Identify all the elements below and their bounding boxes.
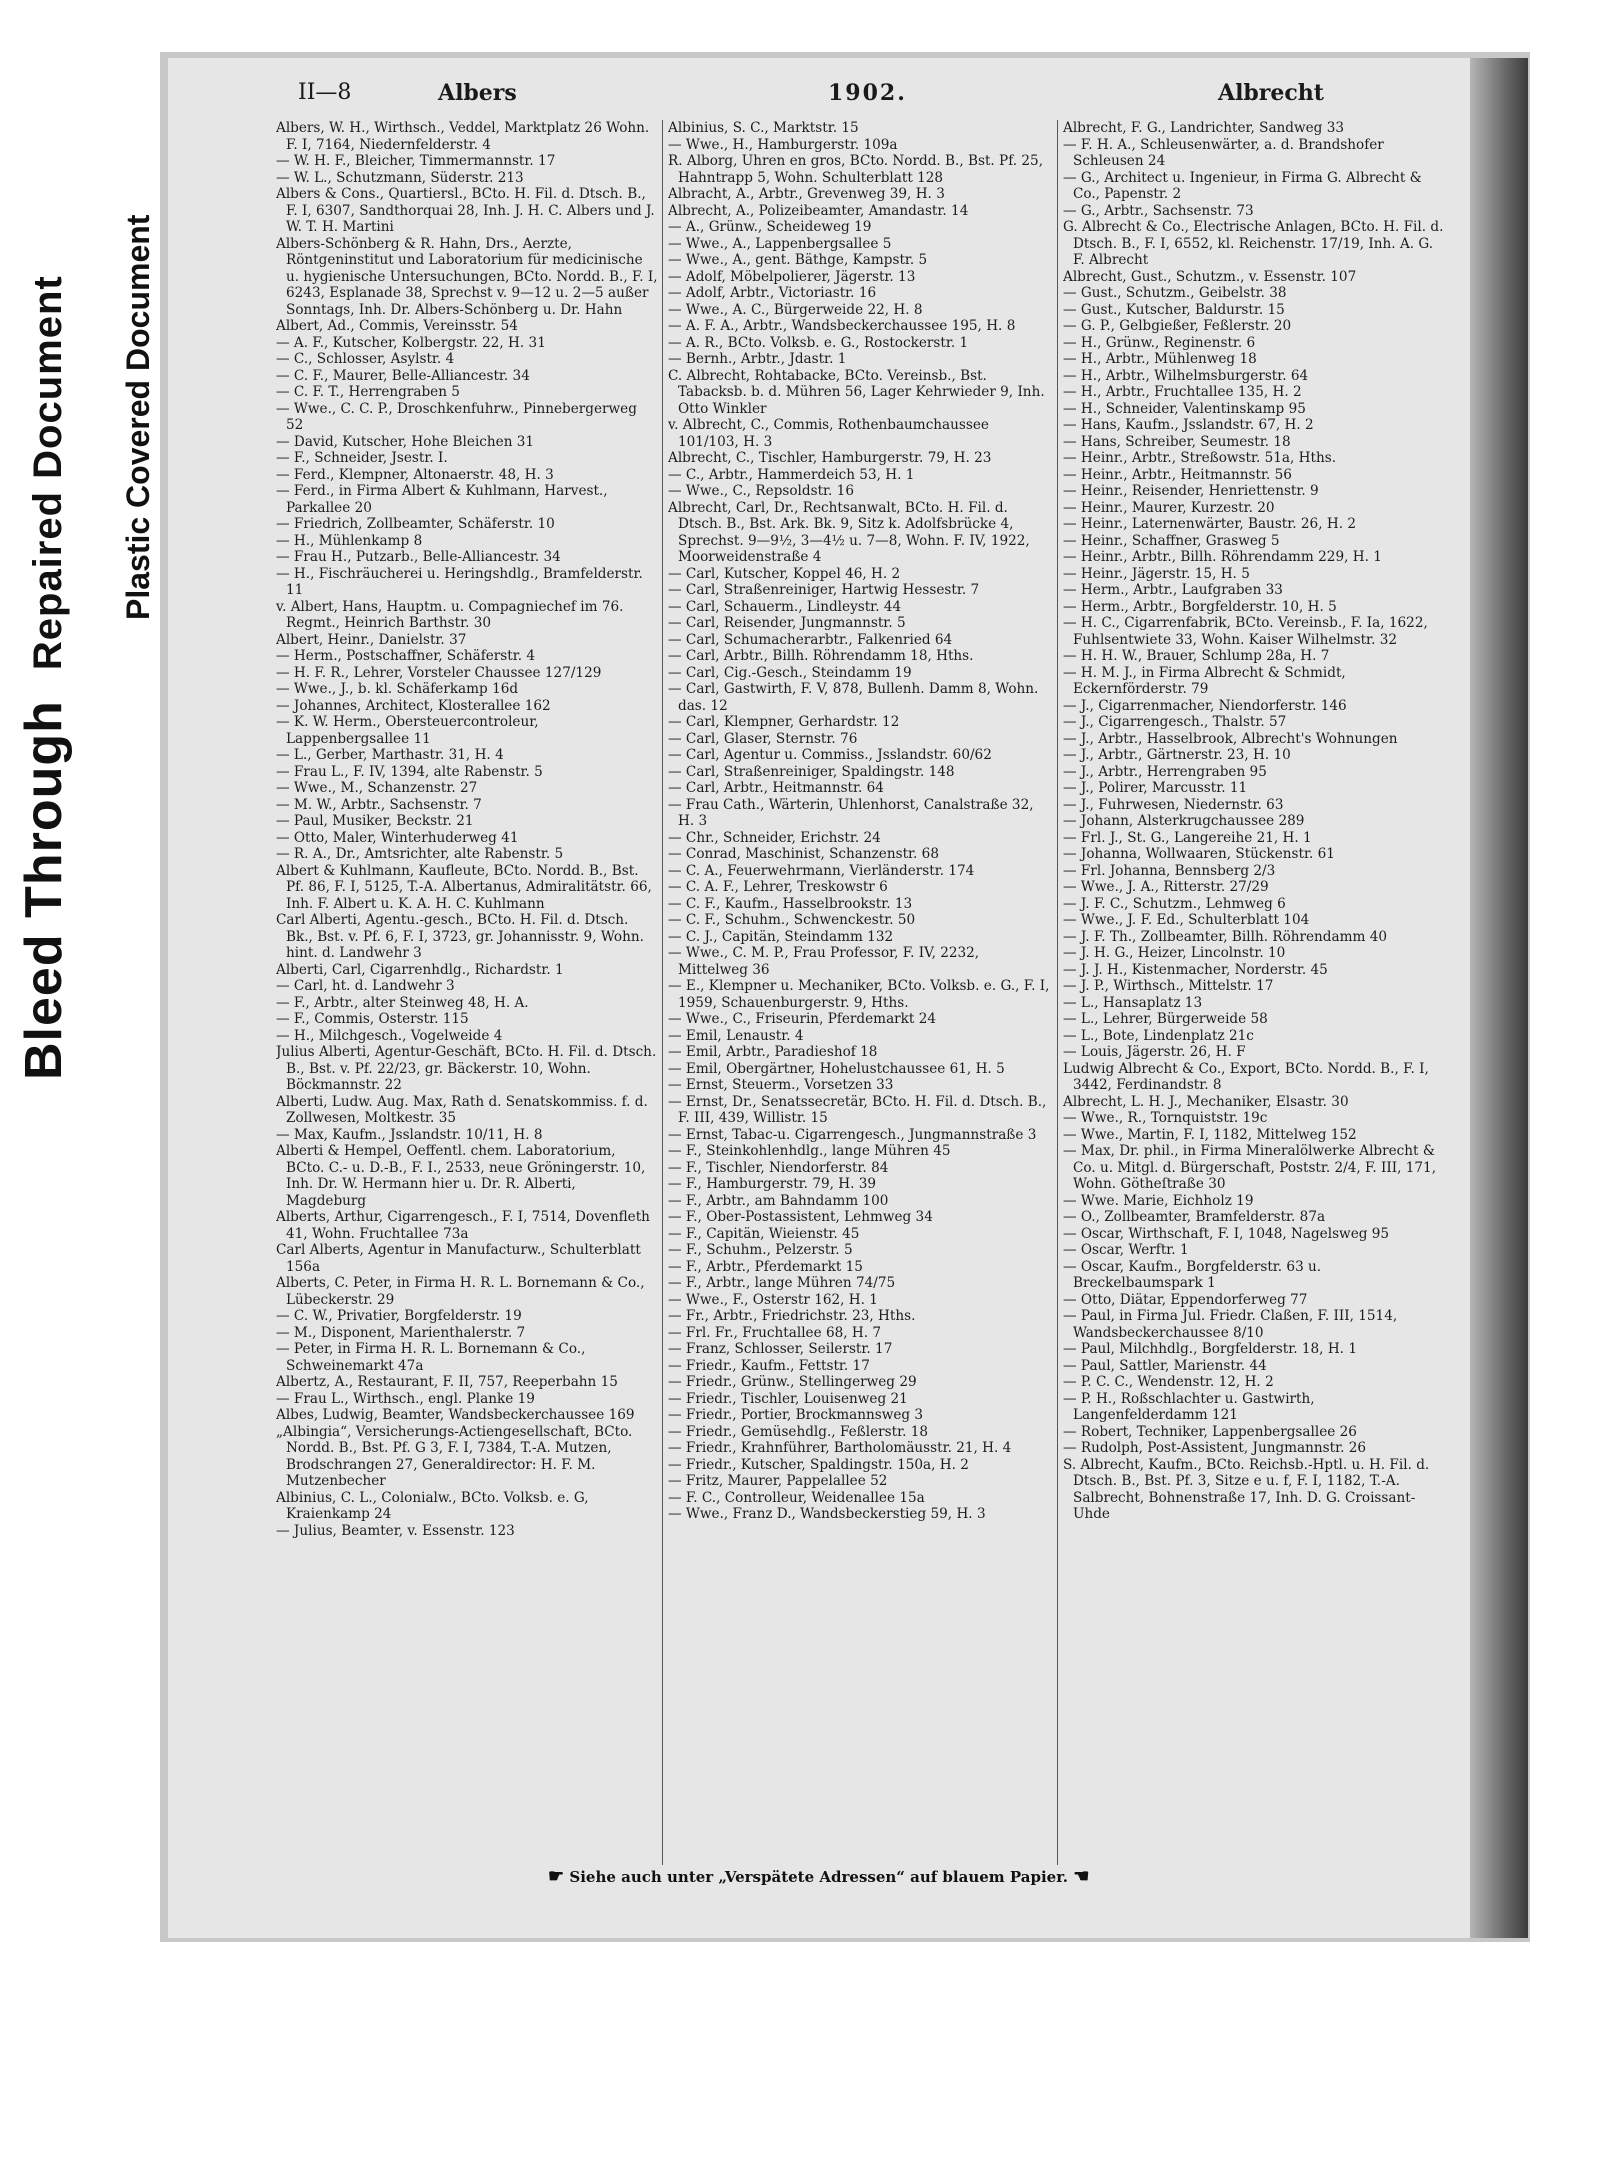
directory-entry: — Fritz, Maurer, Pappelallee 52 <box>668 1473 888 1489</box>
pointing-hand-icon: ☚ <box>1073 1866 1090 1887</box>
directory-entry: — C. F., Kaufm., Hasselbrookstr. 13 <box>668 895 913 912</box>
directory-entry: — J., Polirer, Marcusstr. 11 <box>1063 780 1248 796</box>
directory-entry: — Carl, Klempner, Gerhardstr. 12 <box>668 714 900 730</box>
directory-entry: — J., Arbtr., Gärtnerstr. 23, H. 10 <box>1063 747 1291 763</box>
directory-entry: Alberti & Hempel, Oeffentl. chem. Laboratorium, BCto. C.- u. D.-B., F. I., 2533, neue Gröningerstr. 10, Inh. Dr. W. Hermann hier u. Dr. R. Alberti, Magdeburg <box>276 1143 646 1209</box>
directory-entry: — H., Mühlenkamp 8 <box>276 532 423 549</box>
directory-entry: — F. H. A., Schleusenwärter, a. d. Brandshofer Schleusen 24 <box>1063 136 1384 169</box>
directory-entry: — Wwe., Martin, F. I, 1182, Mittelweg 152 <box>1063 1126 1357 1143</box>
directory-entry: — M., Disponent, Marienthalerstr. 7 <box>276 1324 526 1341</box>
directory-entry: — J. J. H., Kistenmacher, Norderstr. 45 <box>1063 961 1328 978</box>
directory-entry: v. Albrecht, C., Commis, Rothenbaumchaussee 101/103, H. 3 <box>668 417 989 450</box>
directory-entry: — Fr., Arbtr., Friedrichstr. 23, Hths. <box>668 1308 916 1324</box>
directory-entry: G. Albrecht & Co., Electrische Anlagen, BCto. H. Fil. d. Dtsch. B., F. I, 6552, kl. Reichenstr. 17/19, Inh. A. G. F. Albrecht <box>1063 219 1444 268</box>
directory-entry: — Adolf, Arbtr., Victoriastr. 16 <box>668 285 877 301</box>
page-reference: II—8 <box>298 80 352 105</box>
plastic-covered-label: Plastic Covered Document <box>120 214 156 620</box>
directory-entry: — Emil, Lenaustr. 4 <box>668 1027 804 1044</box>
directory-entry: — Bernh., Arbtr., Jdastr. 1 <box>668 351 847 367</box>
directory-entry: — L., Gerber, Marthastr. 31, H. 4 <box>276 747 504 763</box>
directory-entry: Alberts, C. Peter, in Firma H. R. L. Bornemann & Co., Lübeckerstr. 29 <box>276 1275 645 1308</box>
directory-entry: Albrecht, C., Tischler, Hamburgerstr. 79, H. 23 <box>668 450 992 466</box>
directory-entry: Albrecht, L. H. J., Mechaniker, Elsastr. 30 <box>1063 1093 1349 1110</box>
directory-entry: — Friedr., Grünw., Stellingerweg 29 <box>668 1374 917 1390</box>
directory-entry: — Carl, Gastwirth, F. V, 878, Bullenh. Damm 8, Wohn. das. 12 <box>668 681 1039 714</box>
directory-entry: Albrecht, Gust., Schutzm., v. Essenstr. 107 <box>1063 268 1357 285</box>
directory-entry: — Wwe., J. A., Ritterstr. 27/29 <box>1063 879 1269 895</box>
directory-entry: — L., Lehrer, Bürgerweide 58 <box>1063 1011 1268 1027</box>
directory-entry: — Gust., Kutscher, Baldurstr. 15 <box>1063 301 1285 318</box>
directory-entry: — G., Architect u. Ingenieur, in Firma G. Albrecht & Co., Papenstr. 2 <box>1063 169 1422 202</box>
directory-entry: — F., Hamburgerstr. 79, H. 39 <box>668 1176 877 1192</box>
document-page <box>168 58 1528 1938</box>
directory-entry: — H. C., Cigarrenfabrik, BCto. Vereinsb., F. Ia, 1622, Fuhlsentwiete 33, Wohn. Kaiser Wilhelmstr. 32 <box>1063 615 1428 648</box>
directory-entry: — Carl, Schauerm., Lindleystr. 44 <box>668 598 902 615</box>
directory-entry: — W. H. F., Bleicher, Timmermannstr. 17 <box>276 153 556 169</box>
directory-entry: — Ernst, Steuerm., Vorsetzen 33 <box>668 1077 894 1093</box>
directory-entry: Albertz, A., Restaurant, F. II, 757, Reeperbahn 15 <box>276 1374 618 1390</box>
directory-entry: — Heinr., Laternenwärter, Baustr. 26, H. 2 <box>1063 516 1356 532</box>
directory-entry: Albert, Heinr., Danielstr. 37 <box>276 631 467 648</box>
column-divider <box>1057 120 1058 1865</box>
directory-entry: — E., Klempner u. Mechaniker, BCto. Volksb. e. G., F. I, 1959, Schauenburgerstr. 9, Hths. <box>668 978 1050 1011</box>
year-heading: 1902. <box>828 80 907 106</box>
directory-column-2 <box>668 120 1050 1840</box>
directory-entry: Albers-Schönberg & R. Hahn, Drs., Aerzte, Röntgeninstitut und Laboratorium für medicinische u. hygienische Untersuchungen, BCto. Nordd. B., F. I, 6243, Esplanade 38, Sprechst v. 9—12 u. 2—5 außer Sonntags, Inh. Dr. Albers-Schönberg u. Dr. Hahn <box>276 235 658 318</box>
column1-heading: Albers <box>438 80 517 106</box>
directory-entry: — Ferd., in Firma Albert & Kuhlmann, Harvest., Parkallee 20 <box>276 483 608 516</box>
directory-entry: — A. F. A., Arbtr., Wandsbeckerchaussee 195, H. 8 <box>668 318 1016 334</box>
directory-entry: — Wwe., A. C., Bürgerweide 22, H. 8 <box>668 301 923 318</box>
directory-entry: Albes, Ludwig, Beamter, Wandsbeckerchaussee 169 <box>276 1407 635 1423</box>
directory-entry: — F., Tischler, Niendorferstr. 84 <box>668 1159 889 1176</box>
directory-entry: — H. M. J., in Firma Albrecht & Schmidt, Eckernförderstr. 79 <box>1063 664 1346 697</box>
directory-entry: — Wwe., C. M. P., Frau Professor, F. IV, 2232, Mittelweg 36 <box>668 945 980 978</box>
directory-entry: — J. F. Th., Zollbeamter, Billh. Röhrendamm 40 <box>1063 928 1388 945</box>
directory-entry: — Wwe., C. C. P., Droschkenfuhrw., Pinnebergerweg 52 <box>276 400 637 433</box>
directory-entry: Albers, W. H., Wirthsch., Veddel, Marktplatz 26 Wohn. F. I, 7164, Niedernfelderstr. 4 <box>276 120 650 153</box>
directory-entry: — A. F., Kutscher, Kolbergstr. 22, H. 31 <box>276 334 546 351</box>
directory-entry: — J., Arbtr., Herrengraben 95 <box>1063 763 1267 780</box>
directory-entry: — F., Arbtr., alter Steinweg 48, H. A. <box>276 994 529 1011</box>
directory-entry: Albrecht, A., Polizeibeamter, Amandastr. 14 <box>668 202 969 219</box>
directory-entry: — Robert, Techniker, Lappenbergsallee 26 <box>1063 1423 1357 1440</box>
directory-entry: — Frl. J., St. G., Langereihe 21, H. 1 <box>1063 829 1312 846</box>
directory-entry: — H., Arbtr., Wilhelmsburgerstr. 64 <box>1063 367 1309 384</box>
directory-entry: — J. H. G., Heizer, Lincolnstr. 10 <box>1063 945 1286 961</box>
directory-entry: — Ernst, Dr., Senatssecretär, BCto. H. Fil. d. Dtsch. B., F. III, 439, Willistr. 15 <box>668 1093 1047 1126</box>
directory-entry: — Ferd., Klempner, Altonaerstr. 48, H. 3 <box>276 466 554 483</box>
directory-entry: — Peter, in Firma H. R. L. Bornemann & Co., Schweinemarkt 47a <box>276 1341 586 1374</box>
directory-entry: — Wwe., M., Schanzenstr. 27 <box>276 780 478 796</box>
directory-entry: — Paul, Sattler, Marienstr. 44 <box>1063 1357 1267 1374</box>
directory-entry: — Wwe., Franz D., Wandsbeckerstieg 59, H. 3 <box>668 1506 986 1522</box>
directory-entry: — Wwe., H., Hamburgerstr. 109a <box>668 136 898 153</box>
directory-entry: — Frau Cath., Wärterin, Uhlenhorst, Canalstraße 32, H. 3 <box>668 796 1034 829</box>
directory-entry: — Julius, Beamter, v. Essenstr. 123 <box>276 1522 515 1539</box>
directory-entry: — Friedr., Tischler, Louisenweg 21 <box>668 1390 908 1407</box>
directory-entry: — Frau L., Wirthsch., engl. Planke 19 <box>276 1390 535 1407</box>
directory-entry: Alberts, Arthur, Cigarrengesch., F. I, 7514, Dovenfleth 41, Wohn. Fruchtallee 73a <box>276 1209 650 1242</box>
directory-entry: — Johanna, Wollwaaren, Stückenstr. 61 <box>1063 846 1335 862</box>
directory-entry: — Paul, Milchhdlg., Borgfelderstr. 18, H. 1 <box>1063 1341 1357 1357</box>
directory-entry: Albrecht, Carl, Dr., Rechtsanwalt, BCto. H. Fil. d. Dtsch. B., Bst. Ark. Bk. 9, Sitz k. Adolfsbrücke 4, Sprechst. 9—9½, 3—4½ u. 7—8, Wohn. F. IV, 1922, Moorweidenstraße 4 <box>668 499 1030 565</box>
directory-entry: — A., Grünw., Scheideweg 19 <box>668 219 872 235</box>
directory-entry: Alberti, Carl, Cigarrenhdlg., Richardstr. 1 <box>276 961 564 978</box>
directory-entry: — Friedr., Kutscher, Spaldingstr. 150a, H. 2 <box>668 1456 969 1473</box>
directory-entry: — Heinr., Arbtr., Billh. Röhrendamm 229, H. 1 <box>1063 549 1382 565</box>
directory-entry: — Carl, Kutscher, Koppel 46, H. 2 <box>668 565 901 582</box>
directory-entry: — Hans, Kaufm., Jsslandstr. 67, H. 2 <box>1063 417 1314 433</box>
directory-entry: Julius Alberti, Agentur-Geschäft, BCto. H. Fil. d. Dtsch. B., Bst. v. Pf. 22/23, gr. Bäckerstr. 10, Wohn. Böckmannstr. 22 <box>276 1044 657 1093</box>
directory-entry: — Heinr., Arbtr., Streßowstr. 51a, Hths. <box>1063 450 1337 466</box>
directory-entry: — G., Arbtr., Sachsenstr. 73 <box>1063 202 1254 219</box>
directory-entry: — C., Arbtr., Hammerdeich 53, H. 1 <box>668 466 915 483</box>
directory-entry: Albert, Ad., Commis, Vereinsstr. 54 <box>276 318 518 334</box>
directory-entry: — H. H. W., Brauer, Schlump 28a, H. 7 <box>1063 648 1330 664</box>
directory-entry: — Otto, Diätar, Eppendorferweg 77 <box>1063 1291 1308 1308</box>
directory-entry: — Hans, Schreiber, Seumestr. 18 <box>1063 433 1291 450</box>
directory-entry: — Emil, Arbtr., Paradieshof 18 <box>668 1044 878 1060</box>
directory-entry: — Emil, Obergärtner, Hohelustchaussee 61, H. 5 <box>668 1060 1005 1077</box>
pointing-hand-icon: ☛ <box>548 1866 565 1887</box>
directory-entry: Ludwig Albrecht & Co., Export, BCto. Nordd. B., F. I, 3442, Ferdinandstr. 8 <box>1063 1060 1429 1093</box>
directory-entry: — Oscar, Kaufm., Borgfelderstr. 63 u. Breckelbaumspark 1 <box>1063 1258 1322 1291</box>
directory-entry: — K. W. Herm., Obersteuercontroleur, Lappenbergsallee 11 <box>276 714 539 747</box>
side-labels <box>0 0 160 2177</box>
directory-entry: — C. F. T., Herrengraben 5 <box>276 384 460 400</box>
directory-entry: — H., Arbtr., Mühlenweg 18 <box>1063 351 1257 367</box>
directory-entry: — F., Ober-Postassistent, Lehmweg 34 <box>668 1209 933 1225</box>
directory-entry: — Oscar, Werftr. 1 <box>1063 1242 1189 1258</box>
directory-entry: — Frl. Johanna, Bennsberg 2/3 <box>1063 862 1276 879</box>
directory-entry: C. Albrecht, Rohtabacke, BCto. Vereinsb., Bst. Tabacksb. b. d. Mühren 56, Lager Kehrwieder 9, Inh. Otto Winkler <box>668 367 1045 417</box>
directory-entry: — Heinr., Reisender, Henriettenstr. 9 <box>1063 483 1319 499</box>
bleed-through-label <box>14 275 74 1080</box>
directory-entry: — Rudolph, Post-Assistent, Jungmannstr. 26 <box>1063 1440 1367 1456</box>
directory-entry: — Heinr., Arbtr., Heitmannstr. 56 <box>1063 466 1292 483</box>
directory-column-1 <box>276 120 658 1840</box>
directory-entry: — P. C. C., Wendenstr. 12, H. 2 <box>1063 1374 1274 1390</box>
directory-entry: — Wwe., J., b. kl. Schäferkamp 16d <box>276 681 519 697</box>
directory-entry: — F., Schuhm., Pelzerstr. 5 <box>668 1242 853 1258</box>
directory-entry: — Heinr., Schaffner, Grasweg 5 <box>1063 532 1280 549</box>
directory-entry: — L., Hansaplatz 13 <box>1063 994 1203 1011</box>
directory-entry: — Herm., Arbtr., Borgfelderstr. 10, H. 5 <box>1063 598 1337 615</box>
directory-entry: — H., Milchgesch., Vogelweide 4 <box>276 1027 503 1044</box>
directory-entry: S. Albrecht, Kaufm., BCto. Reichsb.-Hptl. u. H. Fil. d. Dtsch. B., Bst. Pf. 3, Sitze e u. f, F. I, 1182, T.-A. Salbrecht, Bohnenstraße 17, Inh. D. G. Croissant-Uhde <box>1063 1456 1430 1522</box>
directory-entry: — Herm., Postschaffner, Schäferstr. 4 <box>276 648 536 664</box>
directory-entry: — F., Capitän, Wieienstr. 45 <box>668 1225 860 1242</box>
directory-entry: — Carl, Straßenreiniger, Hartwig Hessestr. 7 <box>668 582 980 598</box>
directory-entry: — Carl, ht. d. Landwehr 3 <box>276 978 455 994</box>
directory-entry: — Heinr., Jägerstr. 15, H. 5 <box>1063 565 1250 582</box>
directory-entry: — Louis, Jägerstr. 26, H. F <box>1063 1044 1246 1060</box>
directory-entry: Albinius, C. L., Colonialw., BCto. Volksb. e. G, Kraienkamp 24 <box>276 1489 589 1522</box>
directory-entry: — Carl, Cig.-Gesch., Steindamm 19 <box>668 664 912 681</box>
directory-entry: — J., Arbtr., Hasselbrook, Albrecht's Wohnungen <box>1063 730 1398 747</box>
directory-entry: — C. W., Privatier, Borgfelderstr. 19 <box>276 1308 522 1324</box>
directory-entry: — Friedr., Portier, Brockmannsweg 3 <box>668 1407 924 1423</box>
directory-entry: — Friedrich, Zollbeamter, Schäferstr. 10 <box>276 516 555 532</box>
book-spine-shadow <box>1470 58 1528 1938</box>
directory-entry: — C. F., Maurer, Belle-Alliancestr. 34 <box>276 367 530 384</box>
directory-entry: — Carl, Schumacherarbtr., Falkenried 64 <box>668 631 953 648</box>
directory-entry: — Carl, Glaser, Sternstr. 76 <box>668 730 858 747</box>
directory-entry: R. Alborg, Uhren en gros, BCto. Nordd. B., Bst. Pf. 25, Hahntrapp 5, Wohn. Schulterblatt 128 <box>668 153 1044 186</box>
directory-entry: — F., Arbtr., lange Mühren 74/75 <box>668 1275 896 1291</box>
directory-entry: — Frau L., F. IV, 1394, alte Rabenstr. 5 <box>276 763 543 780</box>
directory-entry: — Wwe., F., Osterstr 162, H. 1 <box>668 1291 878 1308</box>
directory-entry: — C., Schlosser, Asylstr. 4 <box>276 351 455 367</box>
column-divider <box>662 120 663 1865</box>
directory-entry: v. Albert, Hans, Hauptm. u. Compagniechef im 76. Regmt., Heinrich Barthstr. 30 <box>276 598 624 631</box>
directory-entry: — H., Grünw., Reginenstr. 6 <box>1063 334 1256 351</box>
directory-entry: — R. A., Dr., Amtsrichter, alte Rabenstr. 5 <box>276 846 564 862</box>
directory-entry: Albinius, S. C., Marktstr. 15 <box>668 120 859 136</box>
directory-entry: — Johannes, Architect, Klosterallee 162 <box>276 697 551 714</box>
directory-entry: — Friedr., Gemüsehdlg., Feßlerstr. 18 <box>668 1423 929 1440</box>
directory-entry: — Heinr., Maurer, Kurzestr. 20 <box>1063 499 1275 516</box>
directory-entry: — H., Arbtr., Fruchtallee 135, H. 2 <box>1063 384 1302 400</box>
directory-entry: — Wwe., C., Repsoldstr. 16 <box>668 483 854 499</box>
directory-entry: — W. L., Schutzmann, Süderstr. 213 <box>276 169 524 186</box>
directory-entry: — David, Kutscher, Hohe Bleichen 31 <box>276 433 535 450</box>
directory-entry: — Conrad, Maschinist, Schanzenstr. 68 <box>668 846 939 862</box>
directory-entry: Albrecht, F. G., Landrichter, Sandweg 33 <box>1063 120 1345 136</box>
directory-entry: — Herm., Arbtr., Laufgraben 33 <box>1063 582 1283 598</box>
directory-entry: — F., Steinkohlenhdlg., lange Mühren 45 <box>668 1143 951 1159</box>
directory-entry: — Friedr., Krahnführer, Bartholomäusstr. 21, H. 4 <box>668 1440 1012 1456</box>
directory-entry: — Max, Dr. phil., in Firma Mineralölwerke Albrecht & Co. u. Mitgl. d. Bürgerschaft, Poststr. 2/4, F. III, 171, Wohn. Götheſtraße 30 <box>1063 1143 1437 1192</box>
directory-entry: — F., Schneider, Jsestr. I. <box>276 450 448 466</box>
directory-entry: — C. J., Capitän, Steindamm 132 <box>668 928 894 945</box>
directory-entry: — Wwe., R., Tornquiststr. 19c <box>1063 1110 1268 1126</box>
directory-entry: Albers & Cons., Quartiersl., BCto. H. Fil. d. Dtsch. B., F. I, 6307, Sandthorquai 28, Inh. J. H. C. Albers und J. W. T. H. Martini <box>276 186 655 235</box>
directory-entry: Alberti, Ludw. Aug. Max, Rath d. Senatskommiss. f. d. Zollwesen, Moltkestr. 35 <box>276 1093 648 1126</box>
label-secondary: Repaired Document <box>26 275 70 671</box>
directory-entry: — Adolf, Möbelpolierer, Jägerstr. 13 <box>668 268 916 285</box>
directory-column-3 <box>1063 120 1445 1840</box>
directory-entry: — Otto, Maler, Winterhuderweg 41 <box>276 829 519 846</box>
directory-entry: — Paul, Musiker, Beckstr. 21 <box>276 813 474 829</box>
directory-entry: — L., Bote, Lindenplatz 21c <box>1063 1027 1254 1044</box>
directory-entry: — Friedr., Kaufm., Fettstr. 17 <box>668 1357 870 1374</box>
directory-entry: — Franz, Schlosser, Seilerstr. 17 <box>668 1341 893 1357</box>
directory-entry: — Chr., Schneider, Erichstr. 24 <box>668 829 881 846</box>
directory-entry: — Wwe., A., Lappenbergsallee 5 <box>668 235 892 252</box>
footer-note: Siehe auch unter „Verspätete Adressen“ auf blauem Papier. <box>569 1868 1068 1886</box>
directory-entry: — H. F. R., Lehrer, Vorsteler Chaussee 127/129 <box>276 664 602 681</box>
directory-entry: — Wwe., C., Friseurin, Pferdemarkt 24 <box>668 1011 936 1027</box>
directory-entry: — Wwe. Marie, Eichholz 19 <box>1063 1192 1254 1209</box>
directory-entry: — M. W., Arbtr., Sachsenstr. 7 <box>276 796 482 813</box>
directory-entry: — Ernst, Tabac-u. Cigarrengesch., Jungmannstraße 3 <box>668 1126 1037 1143</box>
directory-entry: Albracht, A., Arbtr., Grevenweg 39, H. 3 <box>668 186 945 202</box>
directory-entry: — J., Cigarrengesch., Thalstr. 57 <box>1063 714 1287 730</box>
directory-entry: — H., Schneider, Valentinskamp 95 <box>1063 400 1306 417</box>
directory-entry: — J. P., Wirthsch., Mittelstr. 17 <box>1063 978 1274 994</box>
directory-entry: — F., Arbtr., am Bahndamm 100 <box>668 1192 889 1209</box>
directory-entry: — O., Zollbeamter, Bramfelderstr. 87a <box>1063 1209 1326 1225</box>
directory-entry: Albert & Kuhlmann, Kaufleute, BCto. Nordd. B., Bst. Pf. 86, F. I, 5125, T.-A. Albertanus, Admiralitätstr. 66, Inh. F. Albert u. K. A. H. C. Kuhlmann <box>276 862 652 912</box>
directory-entry: — Wwe., A., gent. Bäthge, Kampstr. 5 <box>668 252 928 268</box>
directory-entry: — Carl, Arbtr., Heitmannstr. 64 <box>668 780 884 796</box>
directory-entry: — H., Fischräucherei u. Heringshdlg., Bramfelderstr. 11 <box>276 565 643 598</box>
directory-entry: — J., Fuhrwesen, Niedernstr. 63 <box>1063 796 1284 813</box>
label-primary: Bleed Through <box>15 700 73 1080</box>
directory-entry: — Frau H., Putzarb., Belle-Alliancestr. 34 <box>276 549 561 565</box>
directory-entry: — C. A. F., Lehrer, Treskowstr 6 <box>668 879 888 895</box>
directory-entry: — J. F. C., Schutzm., Lehmweg 6 <box>1063 895 1286 912</box>
directory-entry: — Johann, Alsterkrugchaussee 289 <box>1063 813 1305 829</box>
directory-entry: — Gust., Schutzm., Geibelstr. 38 <box>1063 285 1287 301</box>
directory-entry: — Carl, Straßenreiniger, Spaldingstr. 148 <box>668 763 955 780</box>
directory-entry: — C. A., Feuerwehrmann, Vierländerstr. 174 <box>668 862 975 879</box>
directory-entry: — P. H., Roßschlachter u. Gastwirth, Langenfelderdamm 121 <box>1063 1390 1315 1423</box>
directory-entry: — Oscar, Wirthschaft, F. I, 1048, Nagelsweg 95 <box>1063 1225 1390 1242</box>
directory-entry: Carl Alberts, Agentur in Manufacturw., Schulterblatt 156a <box>276 1242 641 1275</box>
directory-entry: — Wwe., J. F. Ed., Schulterblatt 104 <box>1063 912 1310 928</box>
directory-entry: — C. F., Schuhm., Schwenckestr. 50 <box>668 912 916 928</box>
directory-entry: — F., Arbtr., Pferdemarkt 15 <box>668 1258 863 1275</box>
directory-entry: — G. P., Gelbgießer, Feßlerstr. 20 <box>1063 318 1292 334</box>
page-footer <box>548 1866 1089 1887</box>
directory-entry: — A. R., BCto. Volksb. e. G., Rostockerstr. 1 <box>668 334 969 351</box>
directory-entry: — Frl. Fr., Fruchtallee 68, H. 7 <box>668 1324 882 1341</box>
directory-entry: — J., Cigarrenmacher, Niendorferstr. 146 <box>1063 697 1347 714</box>
directory-entry: — Carl, Reisender, Jungmannstr. 5 <box>668 615 906 631</box>
directory-entry: — Max, Kaufm., Jsslandstr. 10/11, H. 8 <box>276 1126 543 1143</box>
directory-entry: — Carl, Arbtr., Billh. Röhrendamm 18, Hths. <box>668 648 974 664</box>
directory-entry: — F., Commis, Osterstr. 115 <box>276 1011 469 1027</box>
directory-entry: „Albingia“, Versicherungs-Actiengesellschaft, BCto. Nordd. B., Bst. Pf. G 3, F. I, 7384, T.-A. Mutzen, Brodschrangen 27, Generaldirector: H. F. M. Mutzenbecher <box>276 1423 633 1489</box>
directory-entry: — Paul, in Firma Jul. Friedr. Claßen, F. III, 1514, Wandsbeckerchaussee 8/10 <box>1063 1308 1398 1341</box>
directory-entry: — Carl, Agentur u. Commiss., Jsslandstr. 60/62 <box>668 747 992 763</box>
directory-entry: Carl Alberti, Agentu.-gesch., BCto. H. Fil. d. Dtsch. Bk., Bst. v. Pf. 6, F. I, 3723, gr. Johannisstr. 9, Wohn. hint. d. Landwehr 3 <box>276 912 644 961</box>
page-header <box>168 80 1468 120</box>
column3-heading: Albrecht <box>1218 80 1324 106</box>
directory-entry: — F. C., Controlleur, Weidenallee 15a <box>668 1489 925 1506</box>
